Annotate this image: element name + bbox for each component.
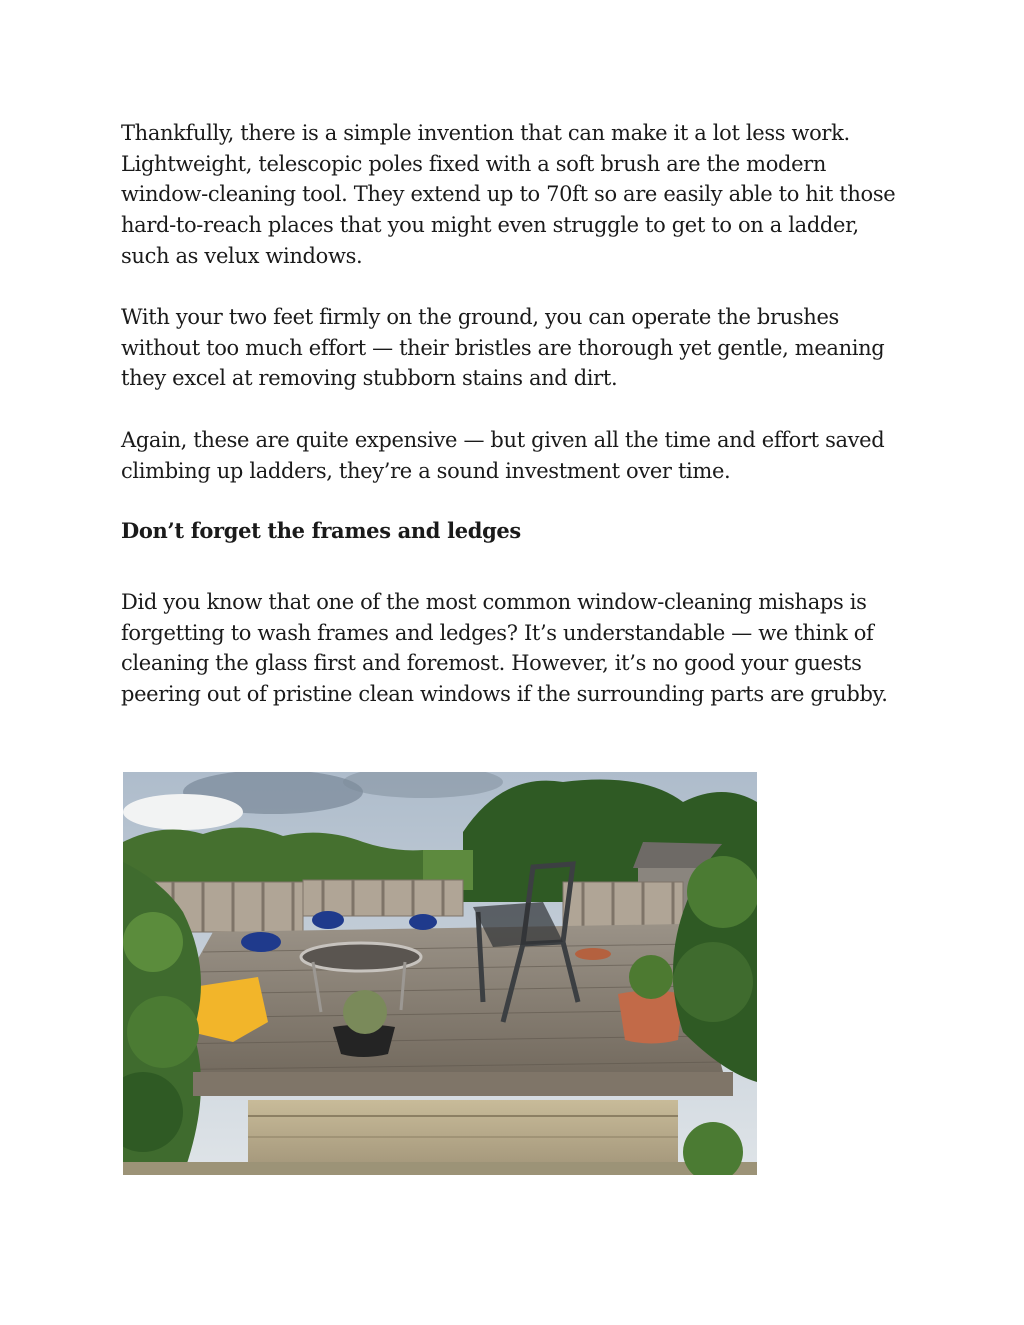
paragraph-brushes: With your two feet firmly on the ground, you can operate the brushes without too much effort — their bristles are thorough yet gentle, meaning they excel at removing stubborn stains and dirt. bbox=[121, 305, 885, 391]
paragraph-investment: Again, these are quite expensive — but given all the time and effort saved climbing up ladders, they’re a sound investment over time. bbox=[121, 428, 885, 483]
garden-deck-photo bbox=[123, 772, 757, 1175]
section-heading: Don’t forget the frames and ledges bbox=[121, 518, 521, 543]
paragraph-frames-ledges: Did you know that one of the most common window-cleaning mishaps is forgetting to wash frames and ledges? It’s understandable — we think of cleaning the glass first and foremost. However, it’s no good your guests peering out of pristine clean windows if the surrounding parts are grubby. bbox=[121, 590, 888, 707]
paragraph-telescopic-poles: Thankfully, there is a simple invention that can make it a lot less work. Lightweight, telescopic poles fixed with a soft brush are the modern window-cleaning tool. They extend up to 70ft so are easily able to hit those hard-to-reach places that you might even struggle to get to on a ladder, such as velux windows. bbox=[121, 121, 896, 268]
